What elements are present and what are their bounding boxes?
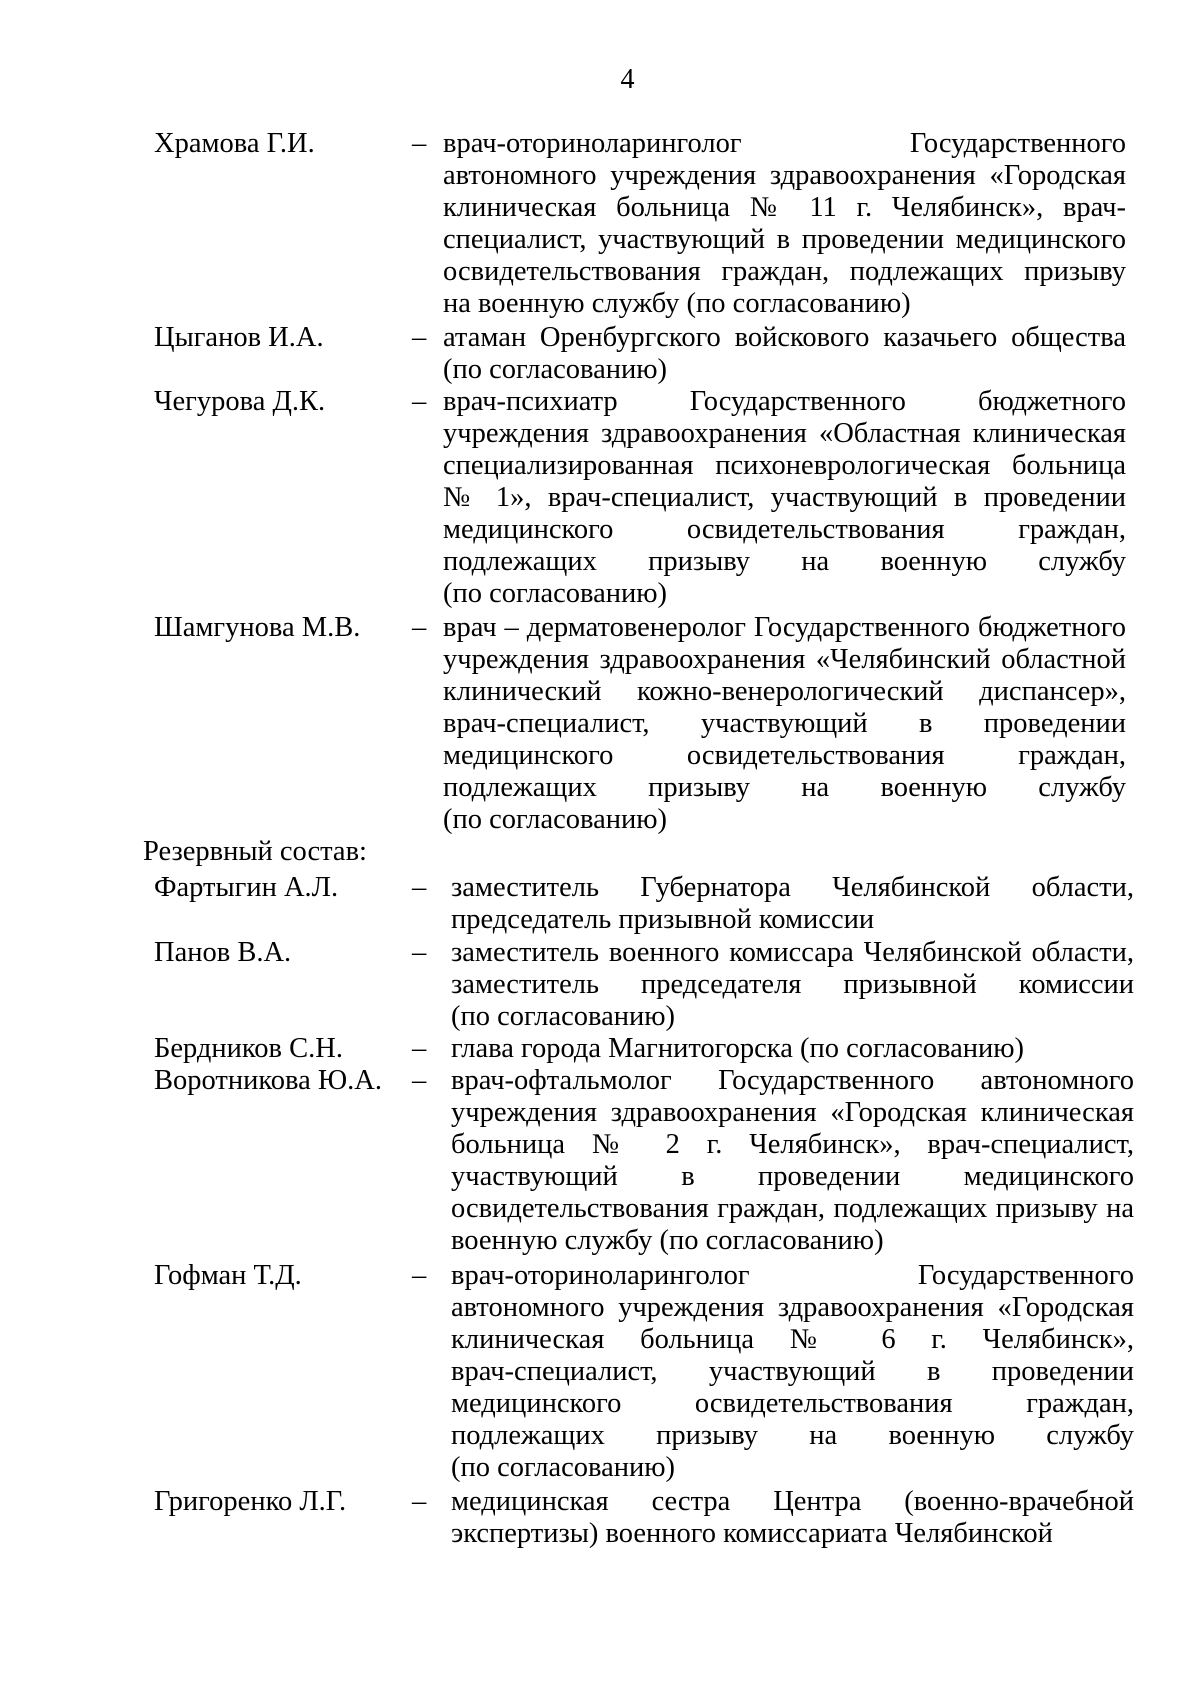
position-line: врач-специалист, участвующий в проведении	[451, 1356, 1134, 1387]
member-name: Фартыгин А.Л.	[154, 872, 339, 903]
position-line: медицинского освидетельствования граждан,	[451, 1388, 1134, 1419]
position-line: подлежащих призыву на военную службу	[451, 1420, 1134, 1451]
member-name: Цыганов И.А.	[154, 322, 324, 353]
position-line: (по согласованию)	[451, 1001, 676, 1032]
position-line: медицинского освидетельствования граждан,	[443, 514, 1126, 545]
position-line: подлежащих призыву на военную службу	[443, 772, 1126, 803]
member-name: Храмова Г.И.	[154, 128, 315, 159]
position-line: клиническая больница № 11 г. Челябинск», врач-	[443, 192, 1126, 223]
position-line: № 1», врач-специалист, участвующий в проведении	[443, 482, 1126, 513]
position-line: учреждения здравоохранения «Челябинский областной	[443, 644, 1126, 675]
position-line: (по согласованию)	[443, 804, 668, 835]
position-line: председатель призывной комиссии	[451, 904, 875, 935]
member-position	[451, 1033, 1134, 1065]
position-line: специализированная психоневрологическая больница	[443, 450, 1126, 481]
member-dash: –	[412, 1065, 427, 1096]
position-line: клинический кожно-венерологический диспансер»,	[443, 676, 1126, 707]
member-position	[451, 872, 1134, 936]
position-line: участвующий в проведении медицинского	[451, 1161, 1134, 1192]
member-position	[443, 128, 1126, 320]
member-position	[451, 1065, 1134, 1257]
position-line: врач-специалист, участвующий в проведении	[443, 708, 1126, 739]
position-line: больница № 2 г. Челябинск», врач-специалист,	[451, 1129, 1134, 1160]
position-line: на военную службу (по согласованию)	[443, 288, 911, 319]
position-line: учреждения здравоохранения «Областная клиническая	[443, 418, 1126, 449]
member-name: Григоренко Л.Г.	[154, 1486, 347, 1517]
member-name: Чегурова Д.К.	[154, 386, 326, 417]
position-line: заместитель председателя призывной комиссии	[451, 969, 1134, 1000]
position-line: врач-оториноларинголог Государственного	[451, 1260, 1134, 1291]
position-line: клиническая больница № 6 г. Челябинск»,	[451, 1324, 1134, 1355]
member-position	[451, 1486, 1134, 1550]
member-dash: –	[412, 937, 427, 968]
position-line: освидетельствования граждан, подлежащих призыву на	[451, 1193, 1134, 1224]
page-number: 4	[620, 64, 635, 95]
position-line: врач – дерматовенеролог Государственного бюджетного	[443, 612, 1126, 643]
member-position	[443, 386, 1126, 610]
position-line: заместитель военного комиссара Челябинской области,	[451, 937, 1134, 968]
member-name: Гофман Т.Д.	[154, 1260, 302, 1291]
member-position	[451, 937, 1134, 1033]
member-position	[451, 1260, 1134, 1484]
position-line: (по согласованию)	[443, 578, 668, 609]
position-line: врач-оториноларинголог Государственного	[443, 128, 1126, 159]
member-dash: –	[412, 1486, 427, 1517]
member-dash: –	[412, 128, 427, 159]
position-line: учреждения здравоохранения «Городская клиническая	[451, 1097, 1134, 1128]
position-line: экспертизы) военного комиссариата Челябинской	[451, 1518, 1053, 1549]
position-line: подлежащих призыву на военную службу	[443, 546, 1126, 577]
member-position	[443, 322, 1126, 386]
position-line: заместитель Губернатора Челябинской области,	[451, 872, 1134, 903]
position-line: врач-офтальмолог Государственного автономного	[451, 1065, 1134, 1096]
member-dash: –	[412, 1260, 427, 1291]
member-name: Панов В.А.	[154, 937, 292, 968]
position-line: (по согласованию)	[451, 1452, 676, 1483]
member-dash: –	[412, 1033, 427, 1064]
member-dash: –	[412, 872, 427, 903]
position-line: специалист, участвующий в проведении медицинского	[443, 224, 1126, 255]
position-line: автономного учреждения здравоохранения «Городская	[451, 1292, 1134, 1323]
position-line: медицинская сестра Центра (военно-врачебной	[451, 1486, 1134, 1517]
member-position	[443, 612, 1126, 836]
position-line: автономного учреждения здравоохранения «Городская	[443, 160, 1126, 191]
member-name: Бердников С.Н.	[154, 1033, 343, 1064]
position-line: (по согласованию)	[443, 354, 668, 385]
position-line: освидетельствования граждан, подлежащих призыву	[443, 256, 1126, 287]
member-dash: –	[412, 612, 427, 643]
position-line: глава города Магнитогорска (по согласованию)	[451, 1033, 1025, 1064]
member-dash: –	[412, 322, 427, 353]
position-line: атаман Оренбургского войскового казачьего общества	[443, 322, 1126, 353]
position-line: врач-психиатр Государственного бюджетного	[443, 386, 1126, 417]
member-name: Шамгунова М.В.	[154, 612, 361, 643]
reserve-section-label: Резервный состав:	[143, 836, 367, 867]
position-line: медицинского освидетельствования граждан,	[443, 740, 1126, 771]
position-line: военную службу (по согласованию)	[451, 1225, 884, 1256]
member-dash: –	[412, 386, 427, 417]
member-name: Воротникова Ю.А.	[154, 1065, 382, 1096]
